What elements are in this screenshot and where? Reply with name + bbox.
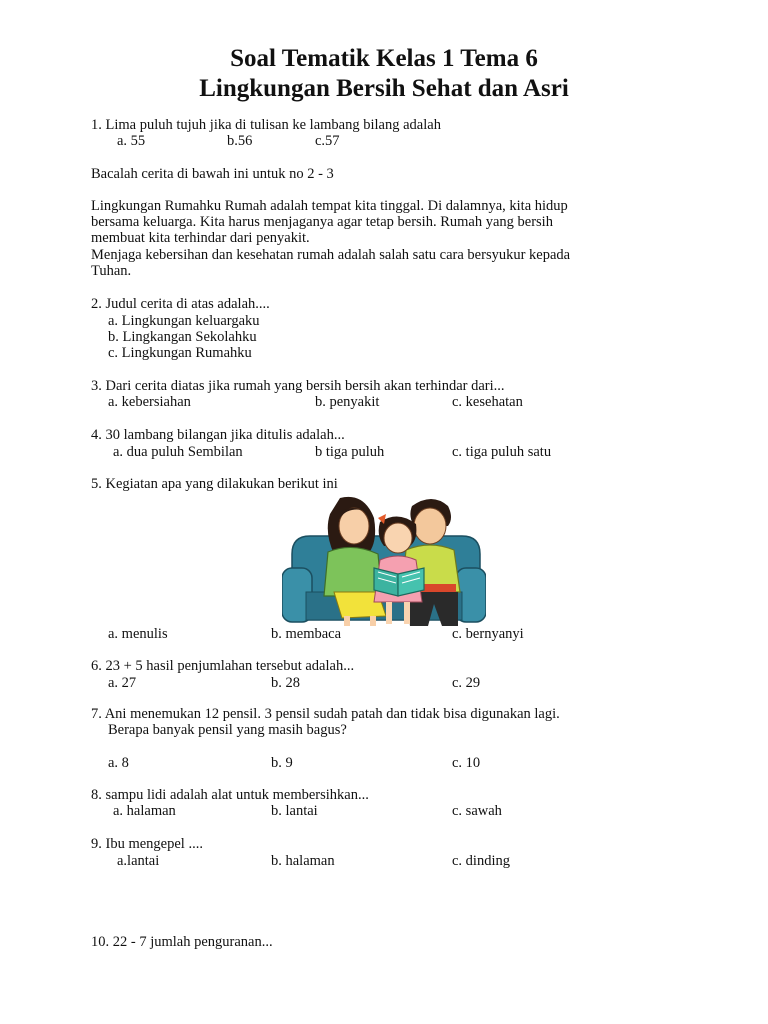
question-5: 5. Kegiatan apa yang dilakukan berikut ini <box>91 476 338 492</box>
q5-option-a: a. menulis <box>108 626 168 642</box>
question-7-continued: Berapa banyak pensil yang masih bagus? <box>108 722 347 738</box>
question-1: 1. Lima puluh tujuh jika di tulisan ke lambang bilang adalah <box>91 117 441 133</box>
q8-option-c: c. sawah <box>452 803 502 819</box>
q7-option-a: a. 8 <box>108 755 129 771</box>
q5-option-b: b. membaca <box>271 626 342 642</box>
q7-option-b: b. 9 <box>271 755 293 771</box>
q5-option-c: c. bernyanyi <box>452 626 524 642</box>
story-line: Menjaga kebersihan dan kesehatan rumah adalah salah satu cara bersyukur kepada <box>91 247 571 263</box>
q6-option-b: b. 28 <box>271 675 300 691</box>
q4-option-c: c. tiga puluh satu <box>452 444 552 460</box>
story-line: Lingkungan Rumahku Rumah adalah tempat kita tinggal. Di dalamnya, kita hidup <box>91 198 568 214</box>
question-7: 7. Ani menemukan 12 pensil. 3 pensil sudah patah dan tidak bisa digunakan lagi. <box>91 706 560 722</box>
q9-option-a: a.lantai <box>117 853 160 869</box>
q9-option-b: b. halaman <box>271 853 335 869</box>
q6-option-c: c. 29 <box>452 675 481 691</box>
page-title: Soal Tematik Kelas 1 Tema 6 <box>230 45 538 72</box>
question-9: 9. Ibu mengepel .... <box>91 836 203 852</box>
q8-option-a: a. halaman <box>113 803 176 819</box>
story-line: membuat kita terhindar dari penyakit. <box>91 230 310 246</box>
q1-option-b: b.56 <box>227 133 253 149</box>
q4-option-b: b tiga puluh <box>315 444 385 460</box>
q3-option-c: c. kesehatan <box>452 394 523 410</box>
q4-option-a: a. dua puluh Sembilan <box>113 444 243 460</box>
q2-option-c: c. Lingkungan Rumahku <box>108 345 252 361</box>
story-line: bersama keluarga. Kita harus menjaganya agar tetap bersih. Rumah yang bersih <box>91 214 553 230</box>
q9-option-c: c. dinding <box>452 853 510 869</box>
question-3: 3. Dari cerita diatas jika rumah yang bersih bersih akan terhindar dari... <box>91 378 505 394</box>
family-reading-illustration <box>282 492 486 626</box>
q2-option-b: b. Lingkangan Sekolahku <box>108 329 257 345</box>
q8-option-b: b. lantai <box>271 803 318 819</box>
page-subtitle: Lingkungan Bersih Sehat dan Asri <box>199 75 569 102</box>
q7-option-c: c. 10 <box>452 755 481 771</box>
reading-instruction: Bacalah cerita di bawah ini untuk no 2 - 3 <box>91 166 334 182</box>
q1-option-a: a. 55 <box>117 133 146 149</box>
story-line: Tuhan. <box>91 263 132 279</box>
q3-option-a: a. kebersiahan <box>108 394 191 410</box>
q2-option-a: a. Lingkungan keluargaku <box>108 313 260 329</box>
question-2: 2. Judul cerita di atas adalah.... <box>91 296 270 312</box>
question-8: 8. sampu lidi adalah alat untuk membersihkan... <box>91 787 369 803</box>
q1-option-c: c.57 <box>315 133 340 149</box>
question-6: 6. 23 + 5 hasil penjumlahan tersebut adalah... <box>91 658 355 674</box>
question-10: 10. 22 - 7 jumlah penguranan... <box>91 934 273 950</box>
q3-option-b: b. penyakit <box>315 394 380 410</box>
question-4: 4. 30 lambang bilangan jika ditulis adalah... <box>91 427 345 443</box>
q6-option-a: a. 27 <box>108 675 137 691</box>
